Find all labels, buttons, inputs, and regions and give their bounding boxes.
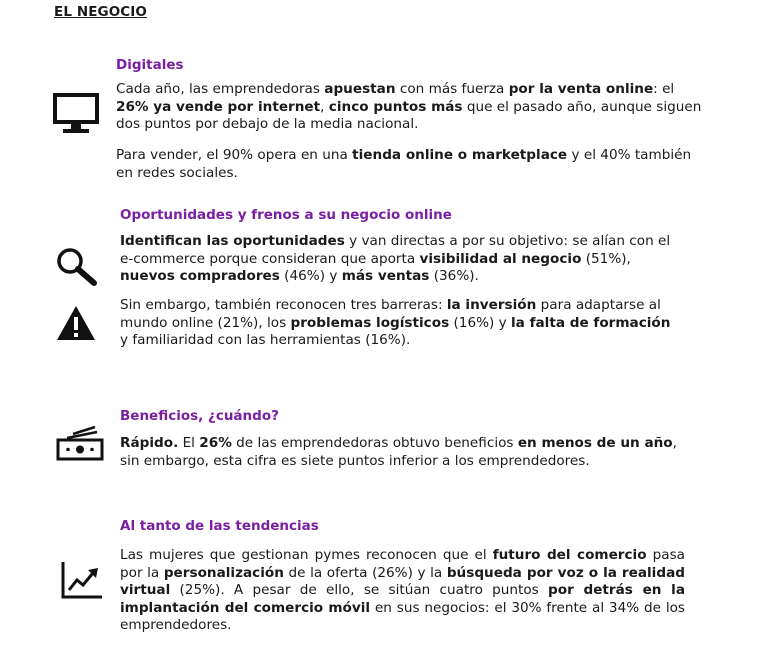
magnifier-icon: [54, 245, 100, 287]
bold-text: Rápido.: [120, 435, 179, 451]
warning-icon: [56, 305, 96, 341]
bold-text: en menos de un año: [517, 435, 673, 451]
bold-text: visibilidad al negocio: [419, 250, 582, 267]
paragraph: Las mujeres que gestionan pymes reconocen que el futuro del comercio pasa por la personalización de la oferta (26%) y la búsqueda por voz o la realidad virtual (25%). A pesar de ello, se sitúan cuatro puntos por detrás en la implantación del comercio móvil en sus negocios: el 30% frente al 34% de los emprendedores.: [120, 547, 685, 633]
bold-text: apuestan: [324, 81, 396, 97]
monitor-icon: [52, 92, 100, 136]
section-title-tendencias: Al tanto de las tendencias: [120, 518, 319, 534]
paragraph: Para vender, el 90% opera en una tienda online o marketplace y el 40% también en redes sociales.: [116, 147, 692, 181]
bold-text: 26% ya vende por internet: [116, 98, 321, 115]
paragraph: Sin embargo, también reconocen tres barreras: la inversión para adaptarse al mundo online (21%), los problemas logísticos (16%) y la falta de formación y familiaridad con las herramientas (16%).: [120, 297, 671, 348]
section-title-oportunidades: Oportunidades y frenos a su negocio online: [120, 207, 452, 223]
section-title-beneficios: Beneficios, ¿cuándo?: [120, 408, 279, 424]
trend-chart-icon: [60, 560, 104, 600]
paragraph: Identifican las oportunidades y van directas a por su objetivo: se alían con el e-commerce porque consideran que aporta visibilidad al negocio (51%), nuevos compradores (46%) y más ventas (36%).: [120, 233, 671, 284]
bold-text: por detrás en la implantación del comercio móvil: [120, 582, 685, 616]
bold-text: tienda online o marketplace: [352, 147, 568, 163]
bold-text: 26%: [199, 435, 232, 451]
bold-text: cinco puntos más: [328, 98, 463, 115]
bold-text: futuro del comercio: [492, 547, 647, 563]
bold-text: Identifican las oportunidades: [120, 233, 345, 249]
bold-text: más ventas: [341, 268, 430, 284]
bold-text: problemas logísticos: [290, 314, 450, 331]
bold-text: personalización: [163, 564, 284, 581]
money-icon: [55, 424, 105, 462]
page-heading: EL NEGOCIO: [54, 4, 148, 20]
bold-text: la falta de formación: [511, 314, 671, 331]
bold-text: nuevos compradores: [120, 268, 280, 284]
bold-text: la inversión: [446, 297, 537, 313]
section-title-digitales: Digitales: [116, 57, 184, 73]
paragraph: Rápido. El 26% de las emprendedoras obtuvo beneficios en menos de un año, sin embargo, esta cifra es siete puntos inferior a los emprendedores.: [120, 435, 677, 469]
bold-text: búsqueda por voz o la realidad virtual: [120, 564, 685, 598]
bold-text: por la venta online: [508, 81, 654, 97]
paragraph: Cada año, las emprendedoras apuestan con más fuerza por la venta online: el 26% ya vende por internet, cinco puntos más que el pasado año, aunque siguen dos puntos por debajo de la media nacional.: [116, 81, 702, 132]
